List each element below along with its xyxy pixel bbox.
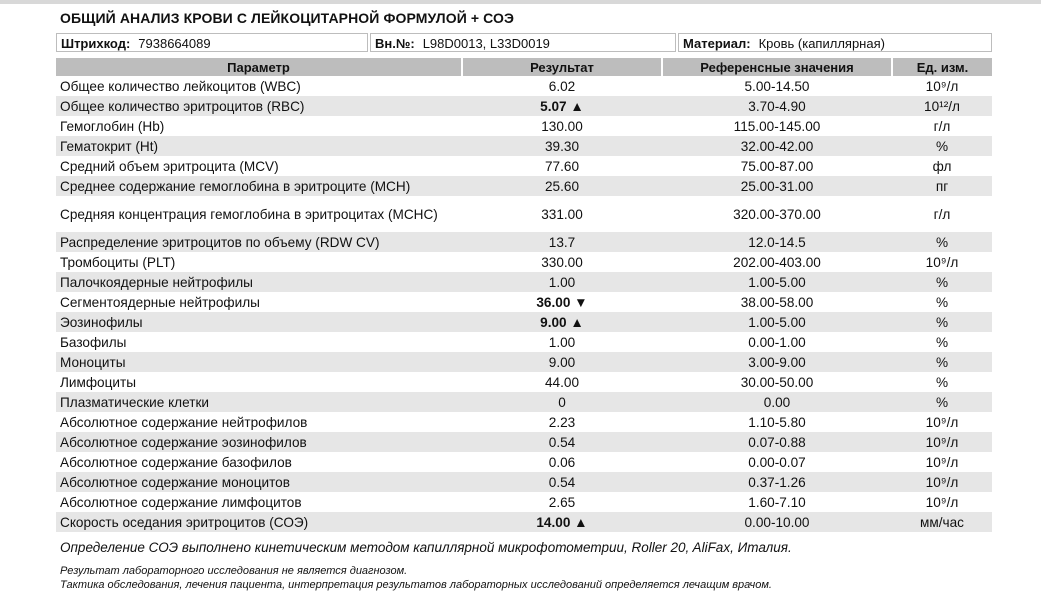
table-row — [56, 372, 992, 392]
disclaimer-line-1: Результат лабораторного исследования не является диагнозом. — [60, 565, 408, 577]
parameter-cell: Абсолютное содержание лимфоцитов — [60, 494, 302, 510]
unit-cell: % — [892, 352, 992, 372]
reference-cell: 0.00 — [662, 392, 892, 412]
table-row — [56, 116, 992, 136]
reference-cell: 1.60-7.10 — [748, 494, 806, 510]
parameter-cell: Моноциты — [56, 352, 462, 372]
parameter-cell: Гемоглобин (Hb) — [60, 118, 165, 134]
unit-cell: фл — [932, 158, 952, 174]
disclaimer-line-2: Тактика обследования, лечения пациента, интерпретация результатов лабораторных исследований определяется лечащим врачом. — [60, 579, 772, 591]
parameter-cell: Эозинофилы — [56, 312, 462, 332]
internal-number-label: Вн.№: — [375, 36, 415, 51]
result-cell: 0.54 — [462, 432, 662, 452]
results-table — [56, 58, 992, 532]
result-cell: 330.00 — [541, 254, 583, 270]
header-reference: Референсные значения — [662, 58, 892, 76]
result-cell: 0.54 — [462, 472, 662, 492]
parameter-cell: Палочкоядерные нейтрофилы — [56, 272, 462, 292]
table-row — [56, 176, 992, 196]
unit-cell: % — [892, 136, 992, 156]
result-cell: 0.06 — [548, 454, 576, 470]
table-row — [56, 452, 992, 472]
reference-cell: 0.00-1.00 — [748, 334, 806, 350]
result-cell: 2.65 — [548, 494, 576, 510]
result-cell: 331.00 — [541, 206, 583, 222]
reference-cell: 1.00-5.00 — [662, 272, 892, 292]
reference-cell: 32.00-42.00 — [662, 136, 892, 156]
result-cell: 0 — [462, 392, 662, 412]
parameter-cell: Распределение эритроцитов по объему (RDW CV) — [56, 232, 462, 252]
reference-cell: 0.00-10.00 — [662, 512, 892, 532]
table-header-row — [56, 58, 992, 76]
unit-cell: 10⁹/л — [925, 78, 959, 94]
parameter-cell: Средняя концентрация гемоглобина в эритроцитах (MCHC) — [60, 206, 438, 222]
unit-cell: г/л — [933, 206, 951, 222]
internal-number-value: L98D0013, L33D0019 — [422, 36, 550, 51]
result-cell: 9.00 ▲ — [462, 312, 662, 332]
table-row — [56, 136, 992, 156]
top-divider — [0, 0, 1041, 4]
result-cell: 9.00 — [462, 352, 662, 372]
unit-cell: 10⁹/л — [892, 472, 992, 492]
report-title: ОБЩИЙ АНАЛИЗ КРОВИ С ЛЕЙКОЦИТАРНОЙ ФОРМУЛОЙ + СОЭ — [60, 10, 515, 26]
table-row — [56, 156, 992, 176]
barcode-field — [56, 33, 368, 52]
reference-cell: 30.00-50.00 — [740, 374, 814, 390]
unit-cell: % — [935, 294, 949, 310]
table-row — [56, 472, 992, 492]
result-cell: 39.30 — [462, 136, 662, 156]
unit-cell: 10⁹/л — [925, 254, 959, 270]
table-row — [56, 352, 992, 372]
unit-cell: % — [892, 272, 992, 292]
result-cell: 1.00 — [548, 334, 576, 350]
result-cell: 130.00 — [541, 118, 583, 134]
result-cell: 6.02 — [548, 78, 576, 94]
results-body — [56, 76, 992, 532]
parameter-cell: Абсолютное содержание нейтрофилов — [60, 414, 308, 430]
result-cell: 25.60 — [462, 176, 662, 196]
table-row — [56, 252, 992, 272]
reference-cell: 3.00-9.00 — [662, 352, 892, 372]
parameter-cell: Тромбоциты (PLT) — [60, 254, 176, 270]
parameter-cell: Абсолютное содержание моноцитов — [56, 472, 462, 492]
reference-cell: 1.10-5.80 — [748, 414, 806, 430]
parameter-cell: Лимфоциты — [60, 374, 136, 390]
table-row — [56, 232, 992, 252]
reference-cell: 115.00-145.00 — [733, 118, 821, 134]
unit-cell: мм/час — [892, 512, 992, 532]
unit-cell: % — [892, 392, 992, 412]
table-row — [56, 392, 992, 412]
result-cell: 5.07 ▲ — [462, 96, 662, 116]
unit-cell: 10⁹/л — [925, 414, 959, 430]
method-note: Определение СОЭ выполнено кинетическим методом капиллярной микрофотометрии, Roller 20, AliFax, Италия. — [60, 540, 792, 555]
header-result: Результат — [462, 58, 662, 76]
table-row — [56, 96, 992, 116]
reference-cell: 0.37-1.26 — [662, 472, 892, 492]
result-cell: 36.00 ▼ — [536, 294, 588, 310]
table-row — [56, 312, 992, 332]
unit-cell: 10⁹/л — [925, 454, 959, 470]
parameter-cell: Гематокрит (Ht) — [56, 136, 462, 156]
unit-cell: 10⁹/л — [892, 432, 992, 452]
material-field — [678, 33, 992, 52]
header-parameter: Параметр — [56, 58, 462, 76]
result-cell: 2.23 — [548, 414, 576, 430]
unit-cell: 10⁹/л — [925, 494, 959, 510]
reference-cell: 0.07-0.88 — [662, 432, 892, 452]
unit-cell: % — [935, 334, 949, 350]
parameter-cell: Общее количество эритроцитов (RBC) — [56, 96, 462, 116]
reference-cell: 0.00-0.07 — [748, 454, 806, 470]
header-unit: Ед. изм. — [892, 58, 992, 76]
unit-cell: г/л — [933, 118, 951, 134]
parameter-cell: Средний объем эритроцита (MCV) — [60, 158, 279, 174]
unit-cell: 10¹²/л — [892, 96, 992, 116]
parameter-cell: Скорость оседания эритроцитов (СОЭ) — [56, 512, 462, 532]
table-row — [56, 332, 992, 352]
parameter-cell: Общее количество лейкоцитов (WBC) — [60, 78, 301, 94]
reference-cell: 12.0-14.5 — [662, 232, 892, 252]
internal-number-field — [370, 33, 676, 52]
table-row — [56, 432, 992, 452]
parameter-cell: Базофилы — [60, 334, 127, 350]
barcode-label: Штрихкод: — [61, 36, 131, 51]
barcode-value: 7938664089 — [138, 36, 211, 51]
parameter-cell: Абсолютное содержание эозинофилов — [56, 432, 462, 452]
reference-cell: 202.00-403.00 — [733, 254, 821, 270]
unit-cell: % — [935, 374, 949, 390]
result-cell: 77.60 — [544, 158, 580, 174]
table-row — [56, 196, 992, 232]
reference-cell: 25.00-31.00 — [662, 176, 892, 196]
unit-cell: пг — [892, 176, 992, 196]
result-cell: 44.00 — [544, 374, 580, 390]
material-value: Кровь (капиллярная) — [758, 36, 885, 51]
result-cell: 13.7 — [462, 232, 662, 252]
parameter-cell: Плазматические клетки — [56, 392, 462, 412]
disclaimer-block — [60, 564, 772, 592]
reference-cell: 320.00-370.00 — [733, 206, 821, 222]
parameter-cell: Среднее содержание гемоглобина в эритроците (MCH) — [56, 176, 462, 196]
table-row — [56, 512, 992, 532]
reference-cell: 75.00-87.00 — [740, 158, 814, 174]
specimen-meta — [56, 33, 992, 54]
table-row — [56, 292, 992, 312]
reference-cell: 3.70-4.90 — [662, 96, 892, 116]
material-label: Материал: — [683, 36, 751, 51]
parameter-cell: Сегментоядерные нейтрофилы — [60, 294, 260, 310]
reference-cell: 38.00-58.00 — [740, 294, 814, 310]
reference-cell: 1.00-5.00 — [662, 312, 892, 332]
unit-cell: % — [892, 312, 992, 332]
table-row — [56, 412, 992, 432]
table-row — [56, 272, 992, 292]
table-row — [56, 76, 992, 96]
parameter-cell: Абсолютное содержание базофилов — [60, 454, 292, 470]
reference-cell: 5.00-14.50 — [744, 78, 810, 94]
table-row — [56, 492, 992, 512]
result-cell: 1.00 — [462, 272, 662, 292]
result-cell: 14.00 ▲ — [462, 512, 662, 532]
unit-cell: % — [892, 232, 992, 252]
